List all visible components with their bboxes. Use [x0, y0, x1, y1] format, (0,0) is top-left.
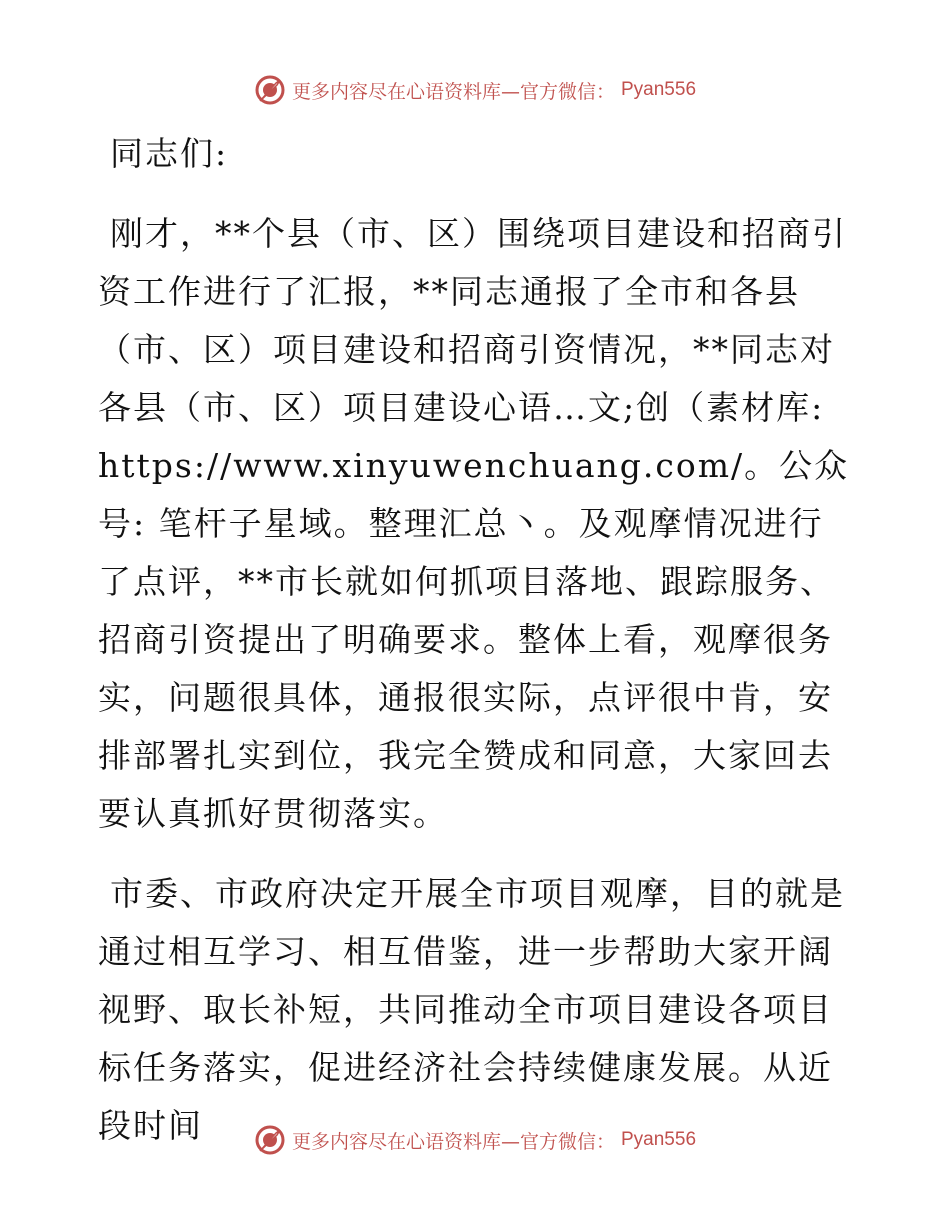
pen-logo-icon: [254, 1124, 286, 1156]
pen-logo-icon: [254, 74, 286, 106]
footer-watermark-text: 更多内容尽在心语资料库—官方微信：: [291, 1130, 615, 1153]
header-watermark: [0, 70, 950, 110]
document-body: [98, 125, 858, 1155]
salutation: 同志们:: [110, 134, 229, 173]
header-wechat-id: Pyan556: [621, 79, 697, 100]
footer-watermark: [0, 1120, 950, 1160]
header-watermark-text: 更多内容尽在心语资料库—官方微信：: [291, 80, 615, 103]
footer-wechat-id: Pyan556: [621, 1129, 697, 1150]
paragraph-2: 市委、市政府决定开展全市项目观摩，目的就是通过相互学习、相互借鉴，进一步帮助大家开阔视野、取长补短，共同推动全市项目建设各项目标任务落实，促进经济社会持续健康发展。从近段时间: [98, 874, 845, 1145]
paragraph-1: 刚才，**个县（市、区）围绕项目建设和招商引资工作进行了汇报，**同志通报了全市和各县（市、区）项目建设和招商引资情况，**同志对各县（市、区）项目建设心语…文;创（素材库: https://www.xinyuwenchuang.com/。公众号: 笔杆子星域。整理汇总丶。及观摩情况进行了点评，**市长就如何抓项目落地、跟踪服务、招商引资提出了明确要求。整体上看，观摩很务实，问题很具体，通报很实际，点评很中肯，安排部署扎实到位，我完全赞成和同意，大家回去要认真抓好贯彻落实。: [98, 214, 850, 833]
